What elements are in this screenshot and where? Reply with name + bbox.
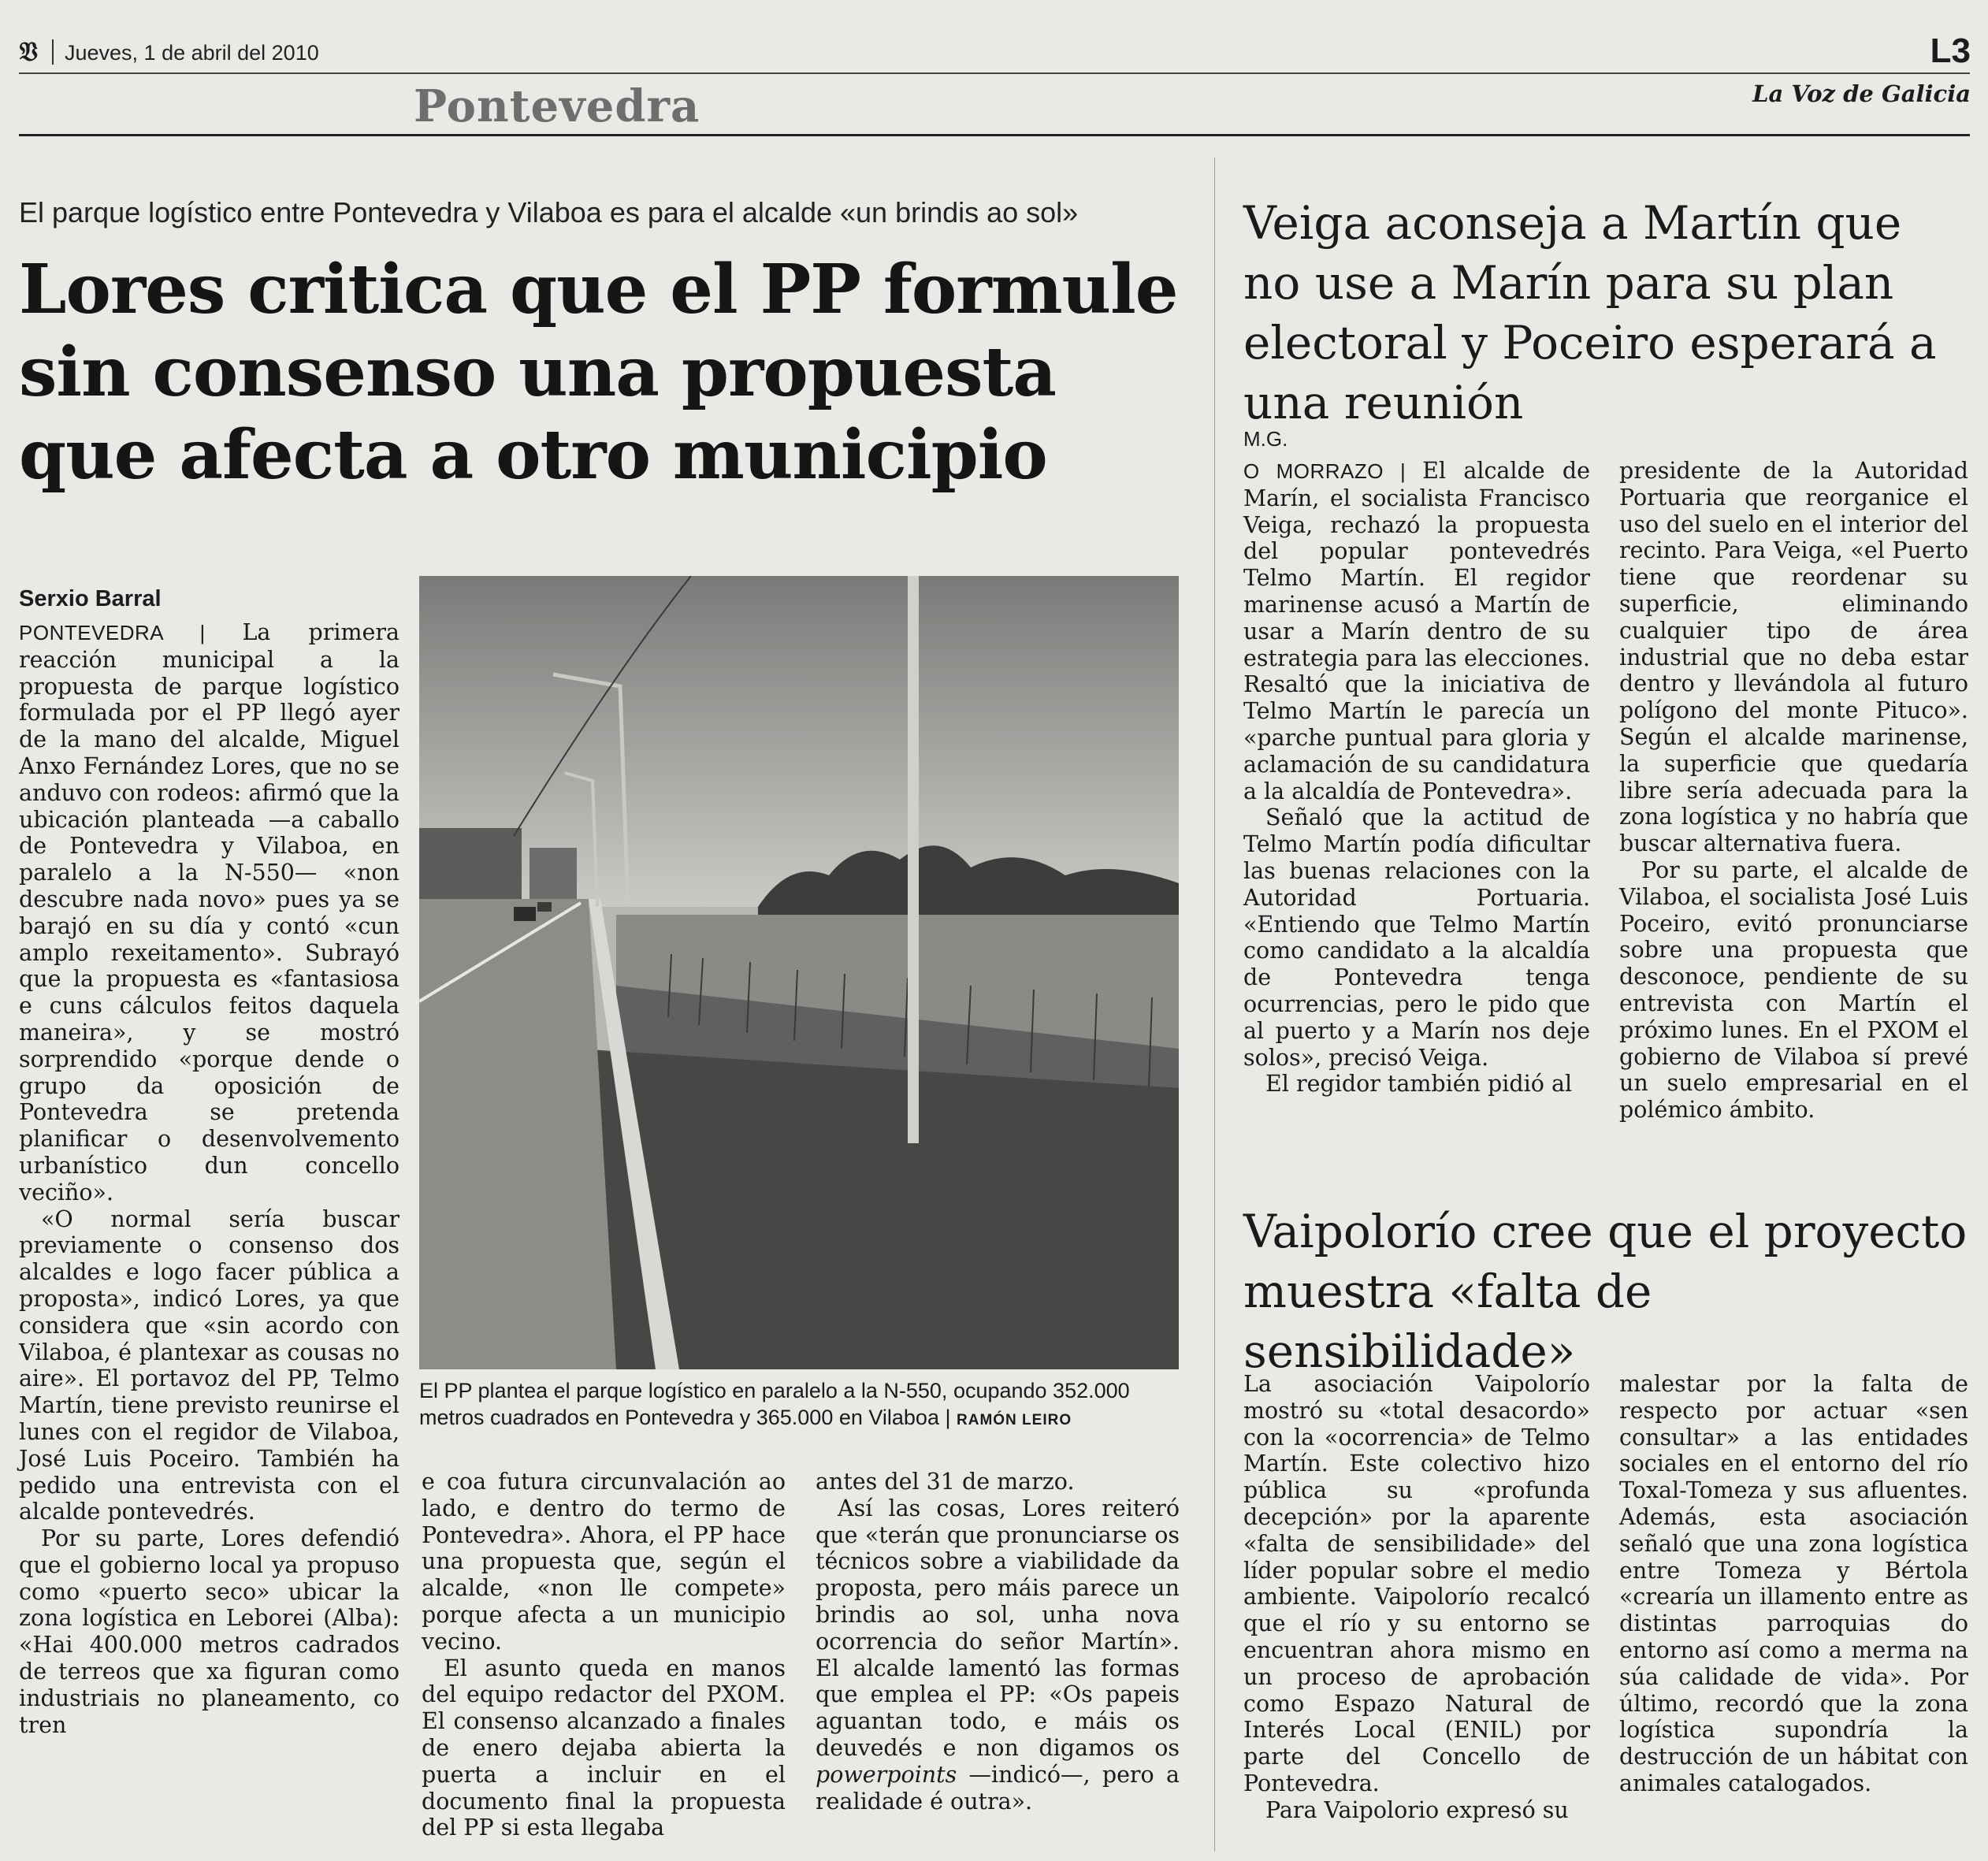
section-title: Pontevedra: [414, 80, 700, 132]
paragraph: Por su parte, el alcalde de Vilaboa, el socialista José Luis Poceiro, evitó pronunciarse sobre una propuesta que desconoce, pendiente de su entrevista con Martín el próximo lunes. En el PXOM el gobierno de Vilaboa sí prevé un suelo empresarial en el polémico ámbito.: [1619, 856, 1968, 1124]
main-column-2: [422, 1469, 786, 1841]
column-divider: [1214, 158, 1215, 1852]
paragraph: La primera reacción municipal a la propuesta de parque logístico formulada por el PP llegó ayer de la mano del alcalde, Miguel Anxo Fernández Lores, que no se anduvo con rodeos: afirmó que la ubicación planteada —a caballo de Pontevedra y Vilaboa, en paralelo a la N-550— «non descubre nada novo» pues ya se barajó en su día y contó «cun amplo rexeitamento». Subrayó que la propuesta es «fantasiosa e cuns cálculos feitos daquela maneira», y se mostró sorprendido «porque dende o grupo da oposición de Pontevedra se pretenda planificar o desenvolvemento urbanístico dun concello veciño».: [19, 619, 400, 1205]
article-kicker: El parque logístico entre Pontevedra y Vilaboa es para el alcalde «un brindis ao sol»: [19, 196, 1079, 228]
main-column-3: [816, 1469, 1180, 1815]
paragraph-text: —indicó—, pero a realidade é outra».: [816, 1761, 1180, 1815]
paragraph: Para Vaipolorio expresó su: [1265, 1796, 1569, 1823]
side-headline-1: Veiga aconseja a Martín que no use a Marín para su plan electoral y Poceiro esperará a una reunión: [1243, 196, 1937, 429]
side2-column-2: [1619, 1371, 1968, 1797]
italic-term: powerpoints: [816, 1761, 957, 1788]
paragraph: antes del 31 de marzo.: [816, 1469, 1075, 1495]
paragraph: [816, 1495, 1180, 1815]
paragraph: Por su parte, Lores defendió que el gobierno local ya propuso como «puerto seco» ubicar la zona logística en Leborei (Alba): «Hai 400.000 metros cadrados de terreos que xa figuran como industriais no planeamento, co tren: [19, 1525, 399, 1738]
paragraph-text: Así las cosas, Lores reiteró que «terán que pronunciarse os técnicos sobre a viabilidade da proposta, pero máis parece un brindis ao sol, unha nova ocorrencia do señor Martín». El alcalde lamentó las formas que emplea el PP: «Os papeis aguantan todo, e máis os deuvedés e non digamos os: [816, 1495, 1180, 1761]
masthead: La Voz de Galicia: [1752, 80, 1971, 107]
paragraph: El alcalde de Marín, el socialista Francisco Veiga, rechazó la propuesta del popular pontevedrés Telmo Martín. El regidor marinense acusó a Martín de usar a Marín dentro de su estrategia para las elecciones. Resaltó que la iniciativa de Telmo Martín le parecía un «parche puntual para gloria y aclamación de su candidatura a la alcaldía de Pontevedra».: [1243, 458, 1590, 804]
side2-column-1: [1243, 1371, 1590, 1824]
caption-text: El PP plantea el parque logístico en paralelo a la N-550, ocupando 352.000 metros cuadrados en Pontevedra y 365.000 en Vilaboa: [419, 1379, 1130, 1429]
voz-logo-icon: 𝔙: [19, 36, 38, 68]
header-divider: [52, 39, 54, 65]
page-number: L3: [1930, 32, 1971, 70]
paragraph: presidente de la Autoridad Portuaria que reorganice el uso del suelo en el interior del recinto. Para Veiga, «el Puerto tiene que reordenar su superficie, eliminando cualquier tipo de área industrial que no deba estar dentro y llevándola al futuro polígono del monte Pituco». Según el alcalde marinense, la superficie que quedaría libre sería adecuada para la zona logística y no habría que buscar alternativa fuera.: [1619, 458, 1968, 857]
dateline: PONTEVEDRA: [19, 621, 163, 644]
paragraph: «O normal sería buscar previamente o consenso dos alcaldes e logo facer pública a proposta», indicó Lores, ya que considera que «sin acordo con Vilaboa, é plantexar as cousas no aire». El portavoz del PP, Telmo Martín, tiene previsto reunirse el lunes con el regidor de Vilaboa, José Luis Poceiro. También ha pedido una entrevista con el alcalde pontevedrés.: [19, 1205, 399, 1525]
paragraph: La asociación Vaipolorío mostró su «total desacordo» con la «ocorrencia» de Telmo Martín. Este colectivo hizo pública su «profunda decepción» por la aparente «falta de sensibilidade» del líder popular sobre el medio ambiente. Vaipolorío recalcó que el río y su entorno se encuentran ahora mismo en un proceso de aprobación como Espazo Natural de Interés Local (ENIL) por parte del Concello de Pontevedra.: [1243, 1371, 1590, 1796]
issue-date: Jueves, 1 de abril del 2010: [65, 41, 319, 65]
side-byline-1: M.G.: [1243, 427, 1288, 451]
article-byline: Serxio Barral: [19, 586, 162, 611]
side1-column-2: [1619, 458, 1968, 1124]
photo-credit: RAMÓN LEIRO: [957, 1412, 1072, 1428]
article-headline: Lores critica que el PP formule sin consenso una propuesta que afecta a otro municipio: [19, 250, 1178, 495]
paragraph: Señaló que la actitud de Telmo Martín podía dificultar las buenas relaciones con la Autoridad Portuaria. «Entiendo que Telmo Martín como candidato a la alcaldía de Pontevedra tenga ocurrencias, pero le pido que al puerto y a Marín nos deje solos», precisó Veiga.: [1243, 804, 1590, 1071]
header-rule: [19, 72, 1970, 74]
paragraph: El regidor también pidió al: [1265, 1071, 1573, 1098]
dateline: O MORRAZO: [1243, 459, 1384, 483]
side1-column-1: O MORRAZO | El alcalde de Marín, el socialista Francisco Veiga, rechazó la propuesta del popular pontevedrés Telmo Martín. El regidor marinense acusó a Martín de usar a Marín dentro de su estrategia para las elecciones. Resaltó que la iniciativa de Telmo Martín le parecía un «parche puntual para gloria y aclamación de su candidatura a la alcaldía de Pontevedra». Señaló que la actitud de Telmo Martín podía dificultar las buenas relaciones con la Autoridad Portuaria. «Entiendo que Telmo Martín como candidato a la alcaldía de Pontevedra tenga ocurrencias, pero le pido que al puerto y a Marín nos deje solos», precisó Veiga. El regidor también pidió al: [1243, 458, 1590, 1098]
section-rule: [19, 134, 1970, 136]
main-column-1: PONTEVEDRA | La primera reacción municipal a la propuesta de parque logístico formulada por el PP llegó ayer de la mano del alcalde, Miguel Anxo Fernández Lores, que no se anduvo con rodeos: afirmó que la ubicación planteada —a caballo de Pontevedra y Vilaboa, en paralelo a la N-550— «non descubre nada novo» pues ya se barajó en su día y contó «cun amplo rexeitamento». Subrayó que la propuesta es «fantasiosa e cuns cálculos feitos daquela maneira», y se mostró sorprendido «porque dende o grupo da oposición de Pontevedra se pretenda planificar o desenvolvemento urbanístico dun concello veciño». «O normal sería buscar previamente o consenso dos alcaldes e logo facer pública a proposta», indicó Lores, ya que considera que «sin acordo con Vilaboa, é plantexar as cousas no aire». El portavoz del PP, Telmo Martín, tiene previsto reunirse el lunes con el regidor de Vilaboa, José Luis Poceiro. También ha pedido una entrevista con el alcalde pontevedrés. Por su parte, Lores defendió que el gobierno local ya propuso como «puerto seco» ubicar la zona logística en Leborei (Alba): «Hai 400.000 metros cadrados de terreos que xa figuran como industriais no planeamento, co tren: [19, 619, 400, 1738]
paragraph: e coa futura circunvalación ao lado, e dentro do termo de Pontevedra». Ahora, el PP hace una propuesta que, según el alcalde, «non lle compete» porque afecta a un municipio vecino.: [422, 1469, 786, 1655]
paragraph: malestar por la falta de respecto por actuar «sen consultar» a las entidades sociales en el entorno del río Toxal-Tomeza y sus afluentes. Además, esta asociación señaló que una zona logística entre Tomeza y Bértola «crearía un illamento entre as distintas parroquias do entorno así como a merma na súa calidade de vida». Por último, recordó que la zona logística supondría la destrucción de un hábitat con animales catalogados.: [1619, 1371, 1968, 1796]
article-photo: [419, 576, 1179, 1369]
photo-caption: El PP plantea el parque logístico en paralelo a la N-550, ocupando 352.000 metros cuadrados en Pontevedra y 365.000 en Vilaboa | RAMÓN LEIRO: [419, 1379, 1130, 1429]
side-headline-2: Vaipolorío cree que el proyecto muestra «falta de sensibilidade»: [1243, 1205, 1968, 1378]
paragraph: El asunto queda en manos del equipo redactor del PXOM. El consenso alcanzado a finales de enero dejaba abierta la puerta a incluir en el documento final la propuesta del PP si esta llegaba: [422, 1655, 786, 1841]
